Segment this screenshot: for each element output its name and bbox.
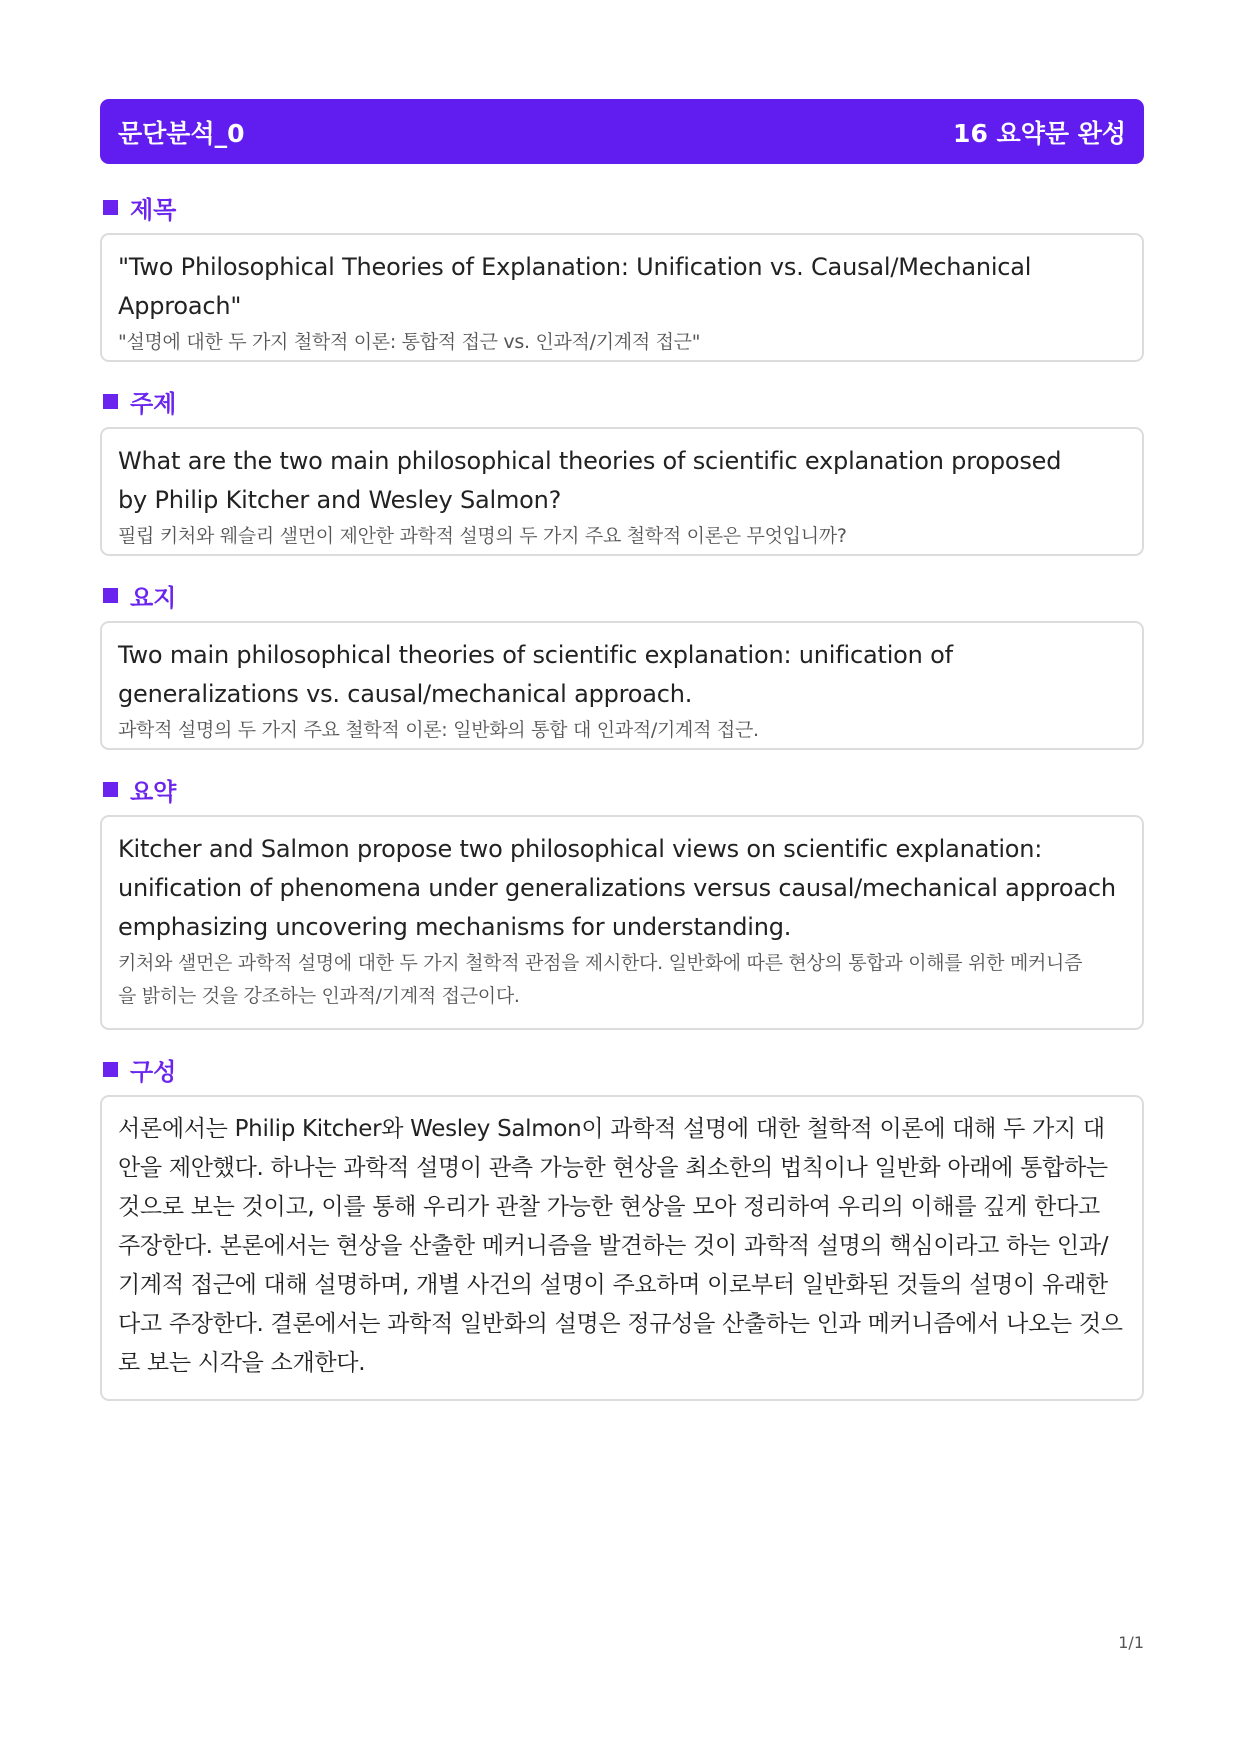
topic-korean: 필립 키처와 웨슬리 샐먼이 제안한 과학적 설명의 두 가지 주요 철학적 이론은 무엇입니까? xyxy=(118,525,847,547)
title-english: "Two Philosophical Theories of Explanation: Unification vs. Causal/Mechanical Approach" xyxy=(118,253,1032,320)
title-korean: "설명에 대한 두 가지 철학적 이론: 통합적 접근 vs. 인과적/기계적 접근" xyxy=(118,331,701,353)
structure-korean: 서론에서는 Philip Kitcher와 Wesley Salmon이 과학적 설명에 대한 철학적 이론에 대해 두 가지 대안을 제안했다. 하나는 과학적 설명이 관측 가능한 현상을 최소한의 법칙이나 일반화 아래에 통합하는 것으로 보는 것이고, 이를 통해 우리가 관찰 가능한 현상을 모아 정리하여 우리의 이해를 깊게 한다고 주장한다. 본론에서는 현상을 산출한 메커니즘을 발견하는 것이 과학적 설명의 핵심이라고 하는 인과/기계적 접근에 대해 설명하며, 개별 사건의 설명이 주요하며 이로부터 일반화된 것들의 설명이 유래한다고 주장한다. 결론에서는 과학적 일반화의 설명은 정규성을 산출하는 인과 메커니즘에서 나오는 것으로 보는 시각을 소개한다. xyxy=(118,1116,1123,1376)
section-label-gist xyxy=(103,580,1144,610)
topic-card xyxy=(100,427,1144,556)
square-bullet-icon xyxy=(103,782,118,797)
page-number: 1/1 xyxy=(1118,1633,1144,1652)
section-label-summary xyxy=(103,774,1144,804)
section-label-text: 주제 xyxy=(130,389,177,418)
summary-korean: 키처와 샐먼은 과학적 설명에 대한 두 가지 철학적 관점을 제시한다. 일반화에 따른 현상의 통합과 이해를 위한 메커니즘을 밝히는 것을 강조하는 인과적/기계적 접근이다. xyxy=(118,952,1083,1007)
square-bullet-icon xyxy=(103,1062,118,1077)
square-bullet-icon xyxy=(103,588,118,603)
gist-english: Two main philosophical theories of scientific explanation: unification of generalizations vs. causal/mechanical approach. xyxy=(118,641,953,708)
gist-korean: 과학적 설명의 두 가지 주요 철학적 이론: 일반화의 통합 대 인과적/기계적 접근. xyxy=(118,719,759,741)
structure-card xyxy=(100,1095,1144,1401)
title-card xyxy=(100,233,1144,362)
summary-card xyxy=(100,815,1144,1030)
gist-card xyxy=(100,621,1144,750)
square-bullet-icon xyxy=(103,200,118,215)
section-label-text: 구성 xyxy=(130,1057,177,1086)
header-right-title: 16 요약문 완성 xyxy=(953,118,1126,148)
square-bullet-icon xyxy=(103,394,118,409)
summary-english: Kitcher and Salmon propose two philosophical views on scientific explanation: unification of phenomena under generalizations versus causal/mechanical approach emphasizing uncovering mechanisms for understanding. xyxy=(118,835,1116,941)
section-label-text: 요약 xyxy=(130,777,177,806)
header-bar xyxy=(100,99,1144,164)
document-page xyxy=(100,99,1144,1425)
section-label-structure xyxy=(103,1054,1144,1084)
topic-english: What are the two main philosophical theories of scientific explanation proposed by Philip Kitcher and Wesley Salmon? xyxy=(118,447,1062,514)
section-label-topic xyxy=(103,386,1144,416)
header-left-title: 문단분석_0 xyxy=(118,118,245,148)
section-label-text: 요지 xyxy=(130,583,177,612)
section-label-text: 제목 xyxy=(130,195,177,224)
section-label-title xyxy=(103,192,1144,222)
